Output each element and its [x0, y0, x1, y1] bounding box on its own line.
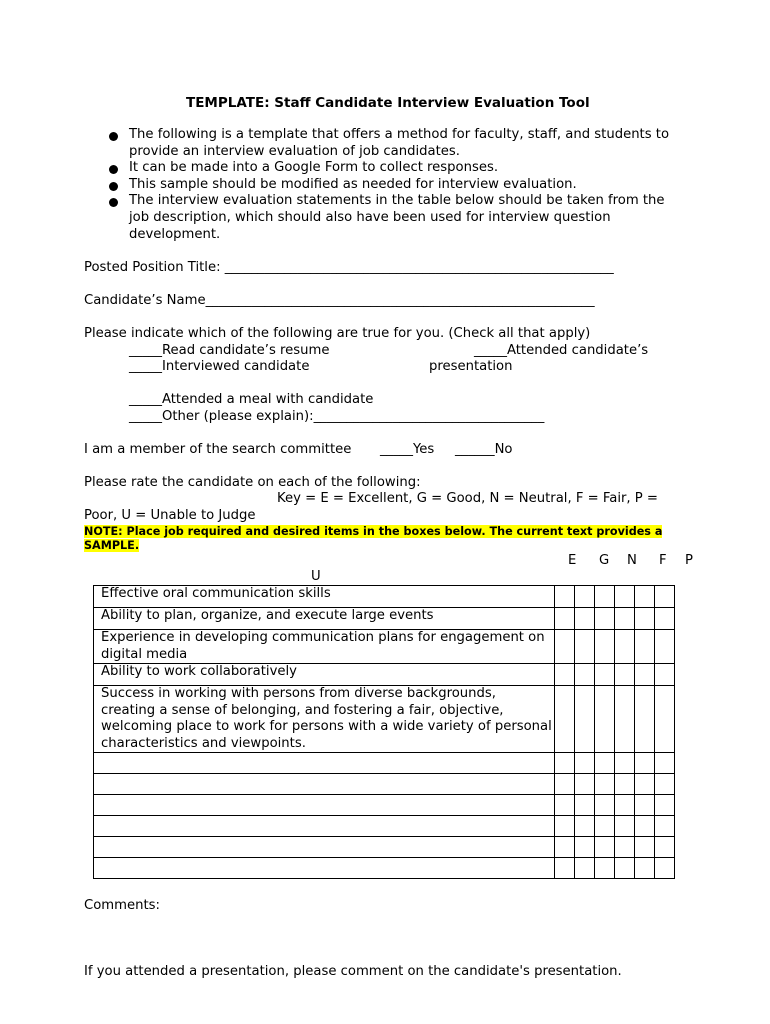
check-attended-presentation[interactable]: _____Attended candidate’s	[474, 343, 649, 358]
rating-key-line-1: Key = E = Excellent, G = Good, N = Neutral, F = Fair, P =	[277, 491, 658, 506]
bullet-icon	[109, 132, 118, 141]
rating-box-u[interactable]	[655, 858, 675, 879]
rating-box-e[interactable]	[555, 816, 575, 837]
rating-box-u[interactable]	[655, 774, 675, 795]
criterion-cell: Experience in developing communication plans for engagement on digital media	[94, 630, 555, 664]
rating-box-u[interactable]	[655, 686, 675, 753]
table-row	[94, 795, 675, 816]
rating-box-g[interactable]	[575, 753, 595, 774]
rating-box-u[interactable]	[655, 795, 675, 816]
table-row	[94, 816, 675, 837]
note-highlight: NOTE: Place job required and desired items in the boxes below. The current text provides a	[84, 525, 663, 538]
committee-no[interactable]: ______No	[455, 442, 513, 457]
rating-box-p[interactable]	[635, 837, 655, 858]
rating-box-e[interactable]	[555, 774, 575, 795]
check-attended-meal[interactable]: _____Attended a meal with candidate	[129, 392, 374, 407]
table-row	[94, 686, 675, 753]
rating-box-n[interactable]	[595, 586, 615, 608]
comments-label: Comments:	[84, 898, 160, 913]
rating-box-u[interactable]	[655, 608, 675, 630]
table-row	[94, 753, 675, 774]
criterion-cell[interactable]	[94, 753, 555, 774]
document-title: TEMPLATE: Staff Candidate Interview Evaluation Tool	[186, 95, 590, 111]
rating-header-p: P	[685, 553, 693, 568]
bullet-icon	[109, 165, 118, 174]
rating-box-u[interactable]	[655, 630, 675, 664]
rating-box-g[interactable]	[575, 630, 595, 664]
check-intro: Please indicate which of the following are true for you. (Check all that apply)	[84, 326, 591, 341]
criterion-cell[interactable]	[94, 816, 555, 837]
rate-intro: Please rate the candidate on each of the following:	[84, 475, 421, 490]
rating-box-p[interactable]	[635, 686, 655, 753]
bullet-3-line-1: This sample should be modified as needed for interview evaluation.	[129, 177, 577, 192]
rating-header-e: E	[568, 553, 577, 568]
bullet-1-line-1: The following is a template that offers a method for faculty, staff, and students to	[129, 127, 670, 142]
rating-header-n: N	[627, 553, 637, 568]
rating-box-e[interactable]	[555, 608, 575, 630]
rating-box-n[interactable]	[595, 753, 615, 774]
check-other[interactable]: _____Other (please explain):___________________________________	[129, 409, 545, 424]
rating-box-u[interactable]	[655, 753, 675, 774]
table-row	[94, 774, 675, 795]
rating-box-f[interactable]	[615, 753, 635, 774]
rating-box-e[interactable]	[555, 858, 575, 879]
posted-position-field[interactable]: Posted Position Title: ___________________________________________________________	[84, 260, 614, 275]
rating-box-p[interactable]	[635, 858, 655, 879]
rating-box-g[interactable]	[575, 816, 595, 837]
criterion-cell[interactable]	[94, 774, 555, 795]
table-row	[94, 837, 675, 858]
rating-box-n[interactable]	[595, 837, 615, 858]
criterion-cell[interactable]	[94, 858, 555, 879]
rating-box-g[interactable]	[575, 586, 595, 608]
rating-header-g: G	[599, 553, 610, 568]
rating-box-n[interactable]	[595, 630, 615, 664]
rating-box-g[interactable]	[575, 664, 595, 686]
check-read-resume[interactable]: _____Read candidate’s resume	[129, 343, 330, 358]
table-row	[94, 586, 675, 608]
check-interviewed[interactable]: _____Interviewed candidate	[129, 359, 310, 374]
rating-box-g[interactable]	[575, 837, 595, 858]
rating-box-f[interactable]	[615, 816, 635, 837]
note-line-2	[84, 538, 139, 555]
rating-box-f[interactable]	[615, 795, 635, 816]
evaluation-table	[93, 585, 675, 879]
rating-box-n[interactable]	[595, 774, 615, 795]
rating-box-e[interactable]	[555, 686, 575, 753]
criterion-cell: Ability to plan, organize, and execute large events	[94, 608, 555, 630]
bullet-1-line-2: provide an interview evaluation of job candidates.	[129, 144, 460, 159]
rating-box-p[interactable]	[635, 630, 655, 664]
rating-box-f[interactable]	[615, 774, 635, 795]
criterion-cell[interactable]	[94, 837, 555, 858]
rating-box-f[interactable]	[615, 686, 635, 753]
rating-box-p[interactable]	[635, 795, 655, 816]
presentation-comment-prompt: If you attended a presentation, please comment on the candidate's presentation.	[84, 964, 622, 979]
rating-box-f[interactable]	[615, 586, 635, 608]
rating-box-u[interactable]	[655, 664, 675, 686]
bullet-4-line-3: development.	[129, 227, 221, 242]
rating-box-n[interactable]	[595, 664, 615, 686]
rating-box-n[interactable]	[595, 795, 615, 816]
committee-label: I am a member of the search committee	[84, 442, 352, 457]
rating-box-g[interactable]	[575, 795, 595, 816]
criterion-cell: Effective oral communication skills	[94, 586, 555, 608]
rating-header-u: U	[311, 569, 321, 584]
bullet-4-line-2: job description, which should also have been used for interview question	[129, 210, 611, 225]
rating-box-g[interactable]	[575, 858, 595, 879]
bullet-icon	[109, 182, 118, 191]
table-row	[94, 630, 675, 664]
rating-box-f[interactable]	[615, 630, 635, 664]
rating-box-g[interactable]	[575, 608, 595, 630]
note-highlight: SAMPLE.	[84, 539, 140, 552]
rating-box-p[interactable]	[635, 608, 655, 630]
rating-key-line-2: Poor, U = Unable to Judge	[84, 508, 256, 523]
rating-header-f: F	[659, 553, 667, 568]
committee-yes[interactable]: _____Yes	[380, 442, 435, 457]
bullet-icon	[109, 198, 118, 207]
rating-box-p[interactable]	[635, 774, 655, 795]
rating-box-u[interactable]	[655, 837, 675, 858]
rating-box-p[interactable]	[635, 664, 655, 686]
rating-box-g[interactable]	[575, 686, 595, 753]
rating-box-f[interactable]	[615, 837, 635, 858]
rating-box-n[interactable]	[595, 858, 615, 879]
note-line-1	[84, 524, 662, 541]
rating-box-p[interactable]	[635, 816, 655, 837]
bullet-4-line-1: The interview evaluation statements in the table below should be taken from the	[129, 193, 665, 208]
rating-box-n[interactable]	[595, 608, 615, 630]
rating-box-e[interactable]	[555, 795, 575, 816]
criterion-cell[interactable]	[94, 795, 555, 816]
rating-box-f[interactable]	[615, 858, 635, 879]
rating-box-e[interactable]	[555, 664, 575, 686]
rating-box-f[interactable]	[615, 608, 635, 630]
rating-box-u[interactable]	[655, 816, 675, 837]
rating-box-p[interactable]	[635, 753, 655, 774]
rating-box-u[interactable]	[655, 586, 675, 608]
check-attended-presentation-cont: presentation	[429, 359, 513, 374]
table-row	[94, 608, 675, 630]
rating-box-n[interactable]	[595, 686, 615, 753]
criterion-cell: Success in working with persons from diverse backgrounds, creating a sense of belonging, and fostering a fair, objective, welcoming place to work for persons with a wide variety of personal characteristics and viewpoints.	[94, 686, 555, 753]
candidate-name-field[interactable]: Candidate’s Name___________________________________________________________	[84, 293, 595, 308]
rating-box-e[interactable]	[555, 630, 575, 664]
criterion-cell: Ability to work collaboratively	[94, 664, 555, 686]
bullet-2-line-1: It can be made into a Google Form to collect responses.	[129, 160, 499, 175]
rating-box-p[interactable]	[635, 586, 655, 608]
rating-box-e[interactable]	[555, 586, 575, 608]
rating-box-e[interactable]	[555, 753, 575, 774]
rating-box-g[interactable]	[575, 774, 595, 795]
rating-box-e[interactable]	[555, 837, 575, 858]
rating-box-f[interactable]	[615, 664, 635, 686]
table-row	[94, 858, 675, 879]
rating-box-n[interactable]	[595, 816, 615, 837]
table-row	[94, 664, 675, 686]
